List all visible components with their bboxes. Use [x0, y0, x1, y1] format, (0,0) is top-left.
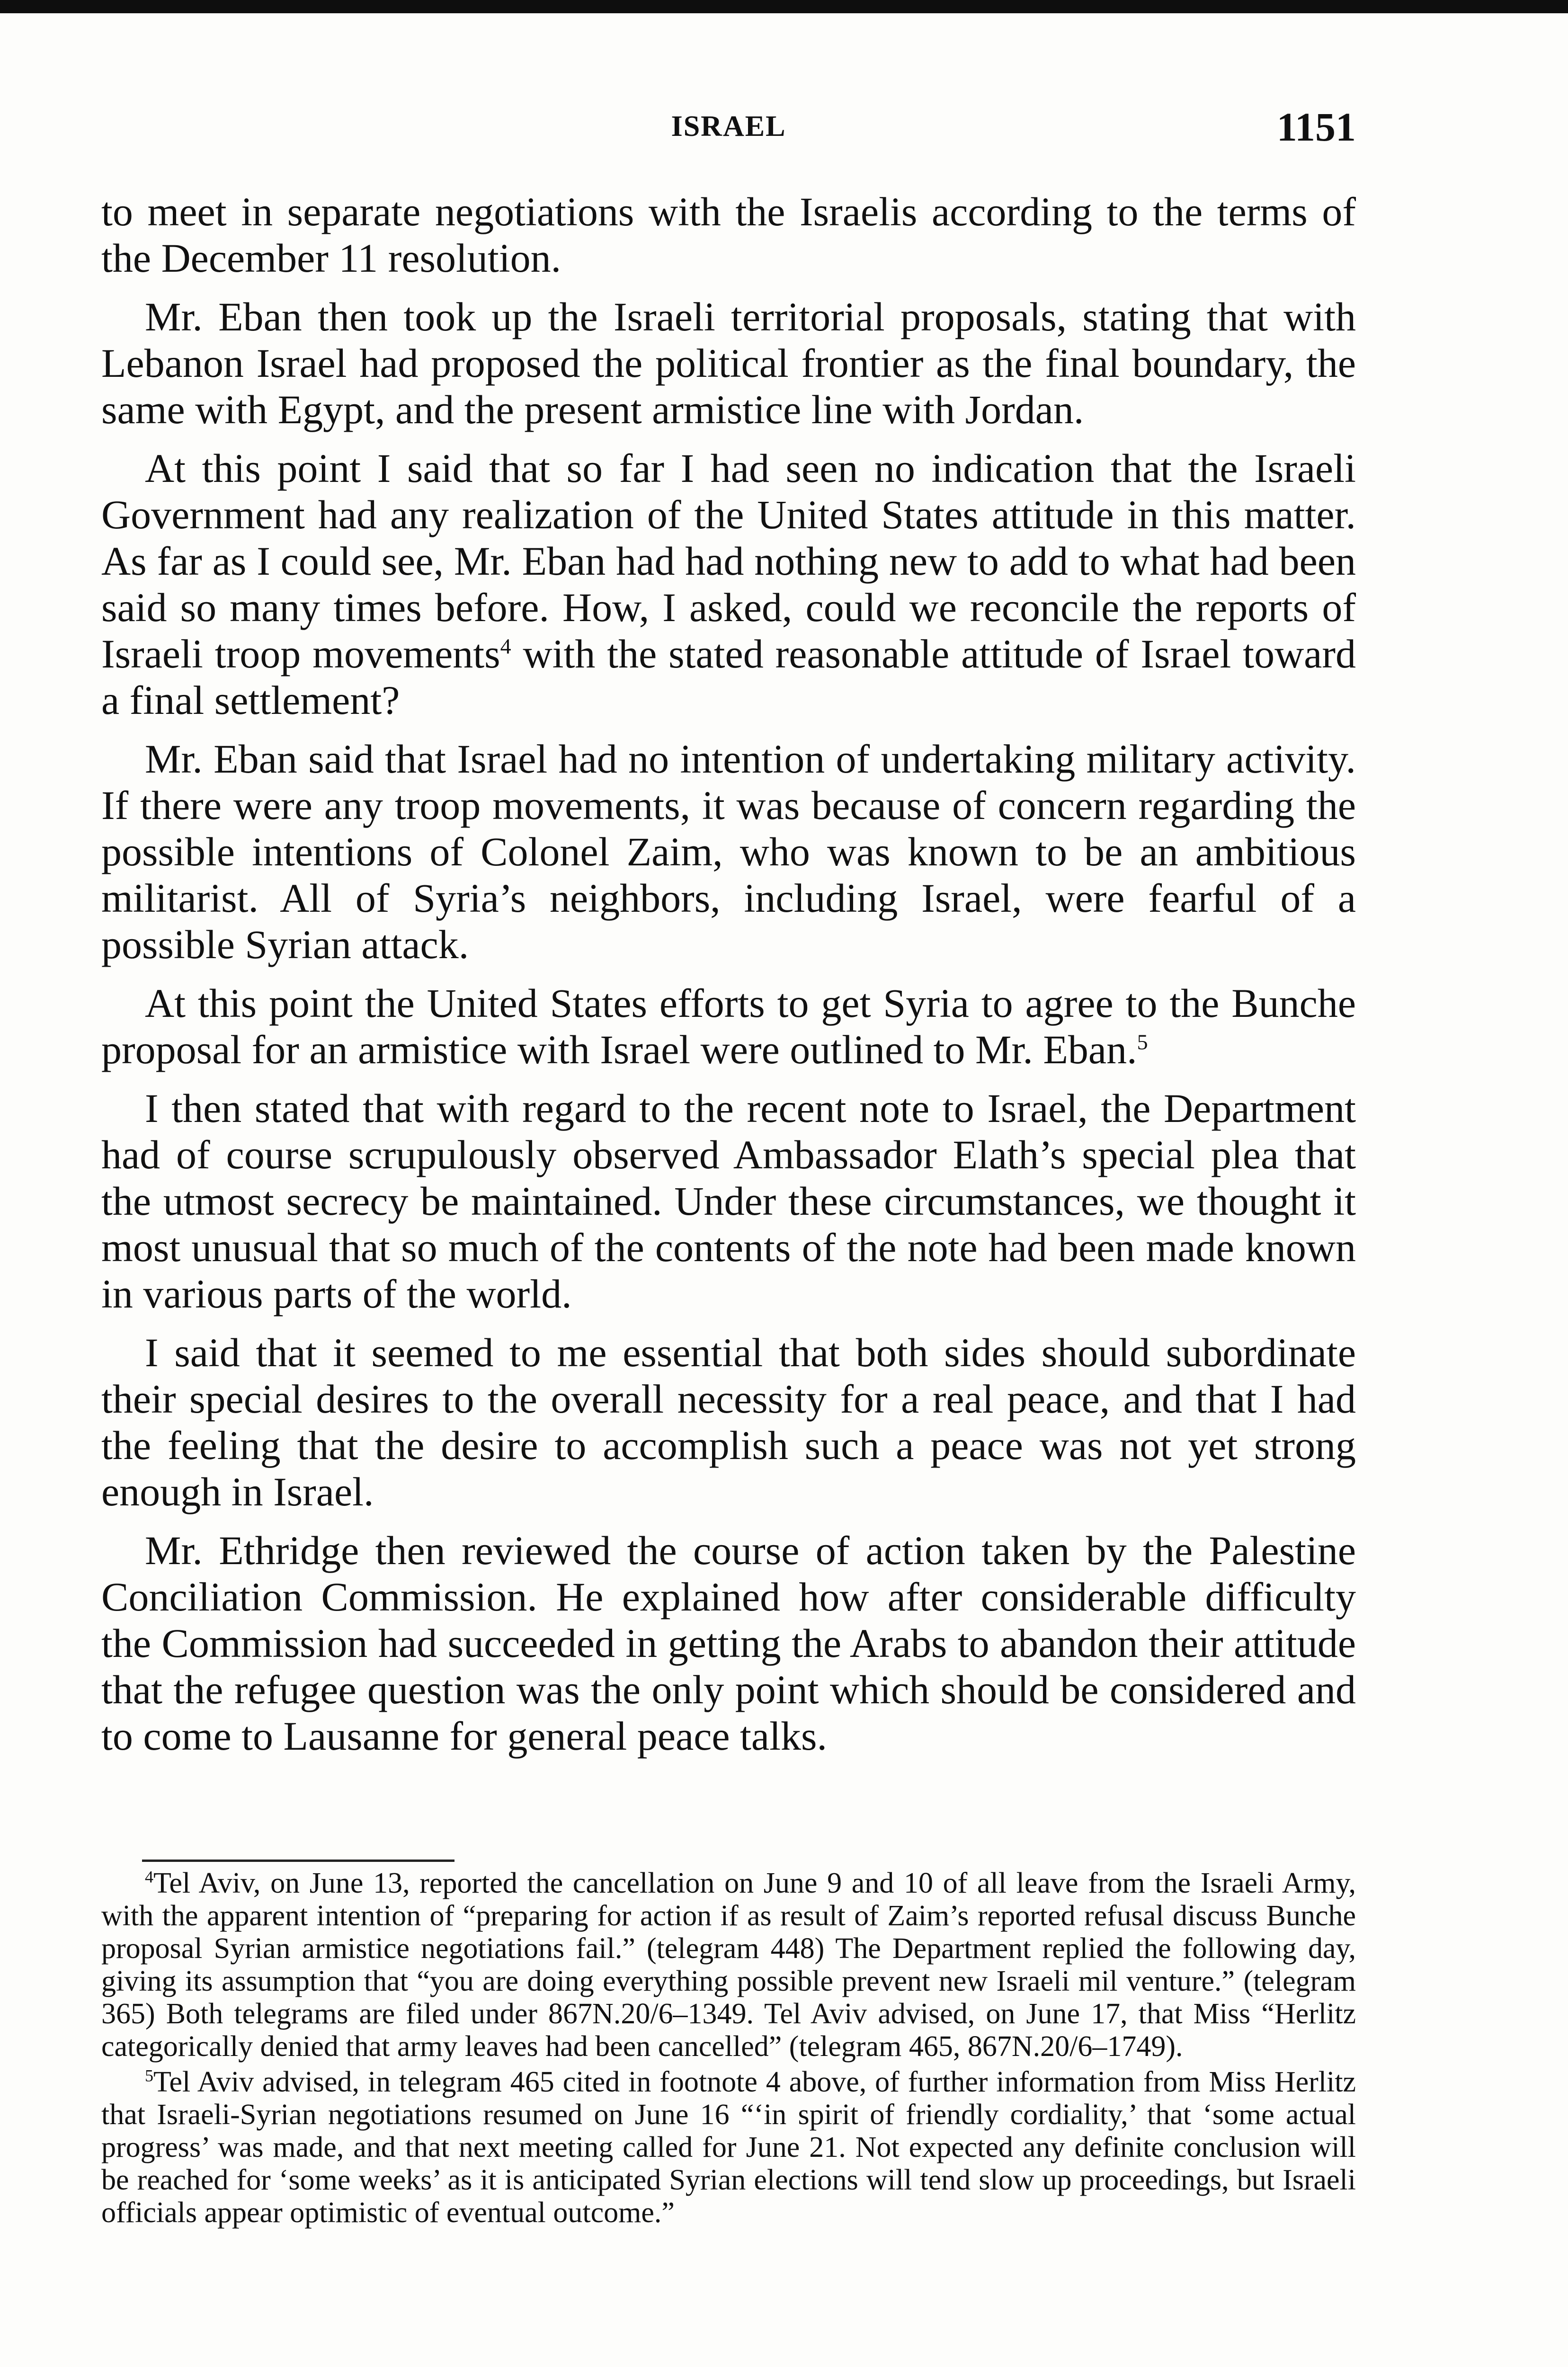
paragraph-8: Mr. Ethridge then reviewed the course of action taken by the Palestine Conciliation Commission. He explained how after considerable difficulty the Commission had succeeded in getting the Arabs to abandon their attitude that the refugee question was the only point which should be considered and to come to Lausanne for general peace talks. [101, 1528, 1356, 1759]
paragraph-1: to meet in separate negotiations with the Israelis according to the terms of the December 11 resolution. [101, 189, 1356, 281]
footnote-ref-4[interactable]: 4 [500, 634, 511, 658]
paragraph-4: Mr. Eban said that Israel had no intention of undertaking military activity. If there were any troop movements, it was because of concern regarding the possible intentions of Colonel Zaim, who was known to be an ambitious militarist. All of Syria’s neighbors, including Israel, were fearful of a possible Syrian attack. [101, 736, 1356, 967]
footnote-4-marker: 4 [145, 1867, 153, 1886]
body-text [101, 188, 1356, 1771]
paragraph-3-text-after: with the stated reasonable attitude of Israel toward a final settlement? [101, 631, 1356, 723]
paragraph-3-text-before: At this point I said that so far I had seen no indication that the Israeli Government had any realization of the United States attitude in this matter. As far as I could see, Mr. Eban had had nothing new to add to what had been said so many times before. How, I asked, could we reconcile the reports of Israeli troop movements [101, 445, 1356, 676]
paragraph-5 [101, 980, 1356, 1073]
paragraph-6: I then stated that with regard to the recent note to Israel, the Department had of course scrupulously observed Ambassador Elath’s special plea that the utmost secrecy be maintained. Under these circumstances, we thought it most unusual that so much of the contents of the note had been made known in various parts of the world. [101, 1086, 1356, 1317]
page-number: 1151 [1276, 104, 1356, 150]
page-header [101, 104, 1356, 152]
footnote-5-text: Tel Aviv advised, in telegram 465 cited in footnote 4 above, of further information from Miss Herlitz that Israeli-Syrian negotiations resumed on June 16 “‘in spirit of friendly cordiality,’ that ‘some actual progress’ was made, and that next meeting called for June 21. Not expected any definite conclusion will be reached for ‘some weeks’ as it is anticipated Syrian elections will tend slow up proceedings, but Israeli officials appear optimistic of eventual outcome.” [101, 2066, 1356, 2229]
footnote-4 [101, 1867, 1356, 2063]
footnote-4-text: Tel Aviv, on June 13, reported the cancellation on June 9 and 10 of all leave from the Israeli Army, with the apparent intention of “preparing for action if as result of Zaim’s reported refusal discuss Bunche proposal Syrian armistice negotiations fail.” (telegram 448) The Department replied the following day, giving its assumption that “you are doing everything possible prevent new Israeli mil venture.” (telegram 365) Both telegrams are filed under 867N.20/6–1349. Tel Aviv advised, on June 17, that Miss “Herlitz categorically denied that army leaves had been cancelled” (telegram 465, 867N.20/6–1749). [101, 1867, 1356, 2063]
paragraph-3 [101, 445, 1356, 723]
footnote-5 [101, 2066, 1356, 2229]
footnote-5-marker: 5 [145, 2066, 153, 2085]
paragraph-7: I said that it seemed to me essential that both sides should subordinate their special desires to the overall necessity for a real peace, and that I had the feeling that the desire to accomplish such a peace was not yet strong enough in Israel. [101, 1330, 1356, 1514]
footnote-divider [142, 1860, 454, 1862]
paragraph-2: Mr. Eban then took up the Israeli territorial proposals, stating that with Lebanon Israel had proposed the political frontier as the final boundary, the same with Egypt, and the present armistice line with Jordan. [101, 294, 1356, 432]
paragraph-5-text-before: At this point the United States efforts to get Syria to agree to the Bunche proposal for an armistice with Israel were outlined to Mr. Eban. [101, 980, 1356, 1072]
page-top-edge [0, 0, 1568, 13]
footnotes [101, 1867, 1356, 2232]
running-head: ISRAEL [671, 110, 786, 142]
footnote-ref-5[interactable]: 5 [1137, 1030, 1148, 1054]
